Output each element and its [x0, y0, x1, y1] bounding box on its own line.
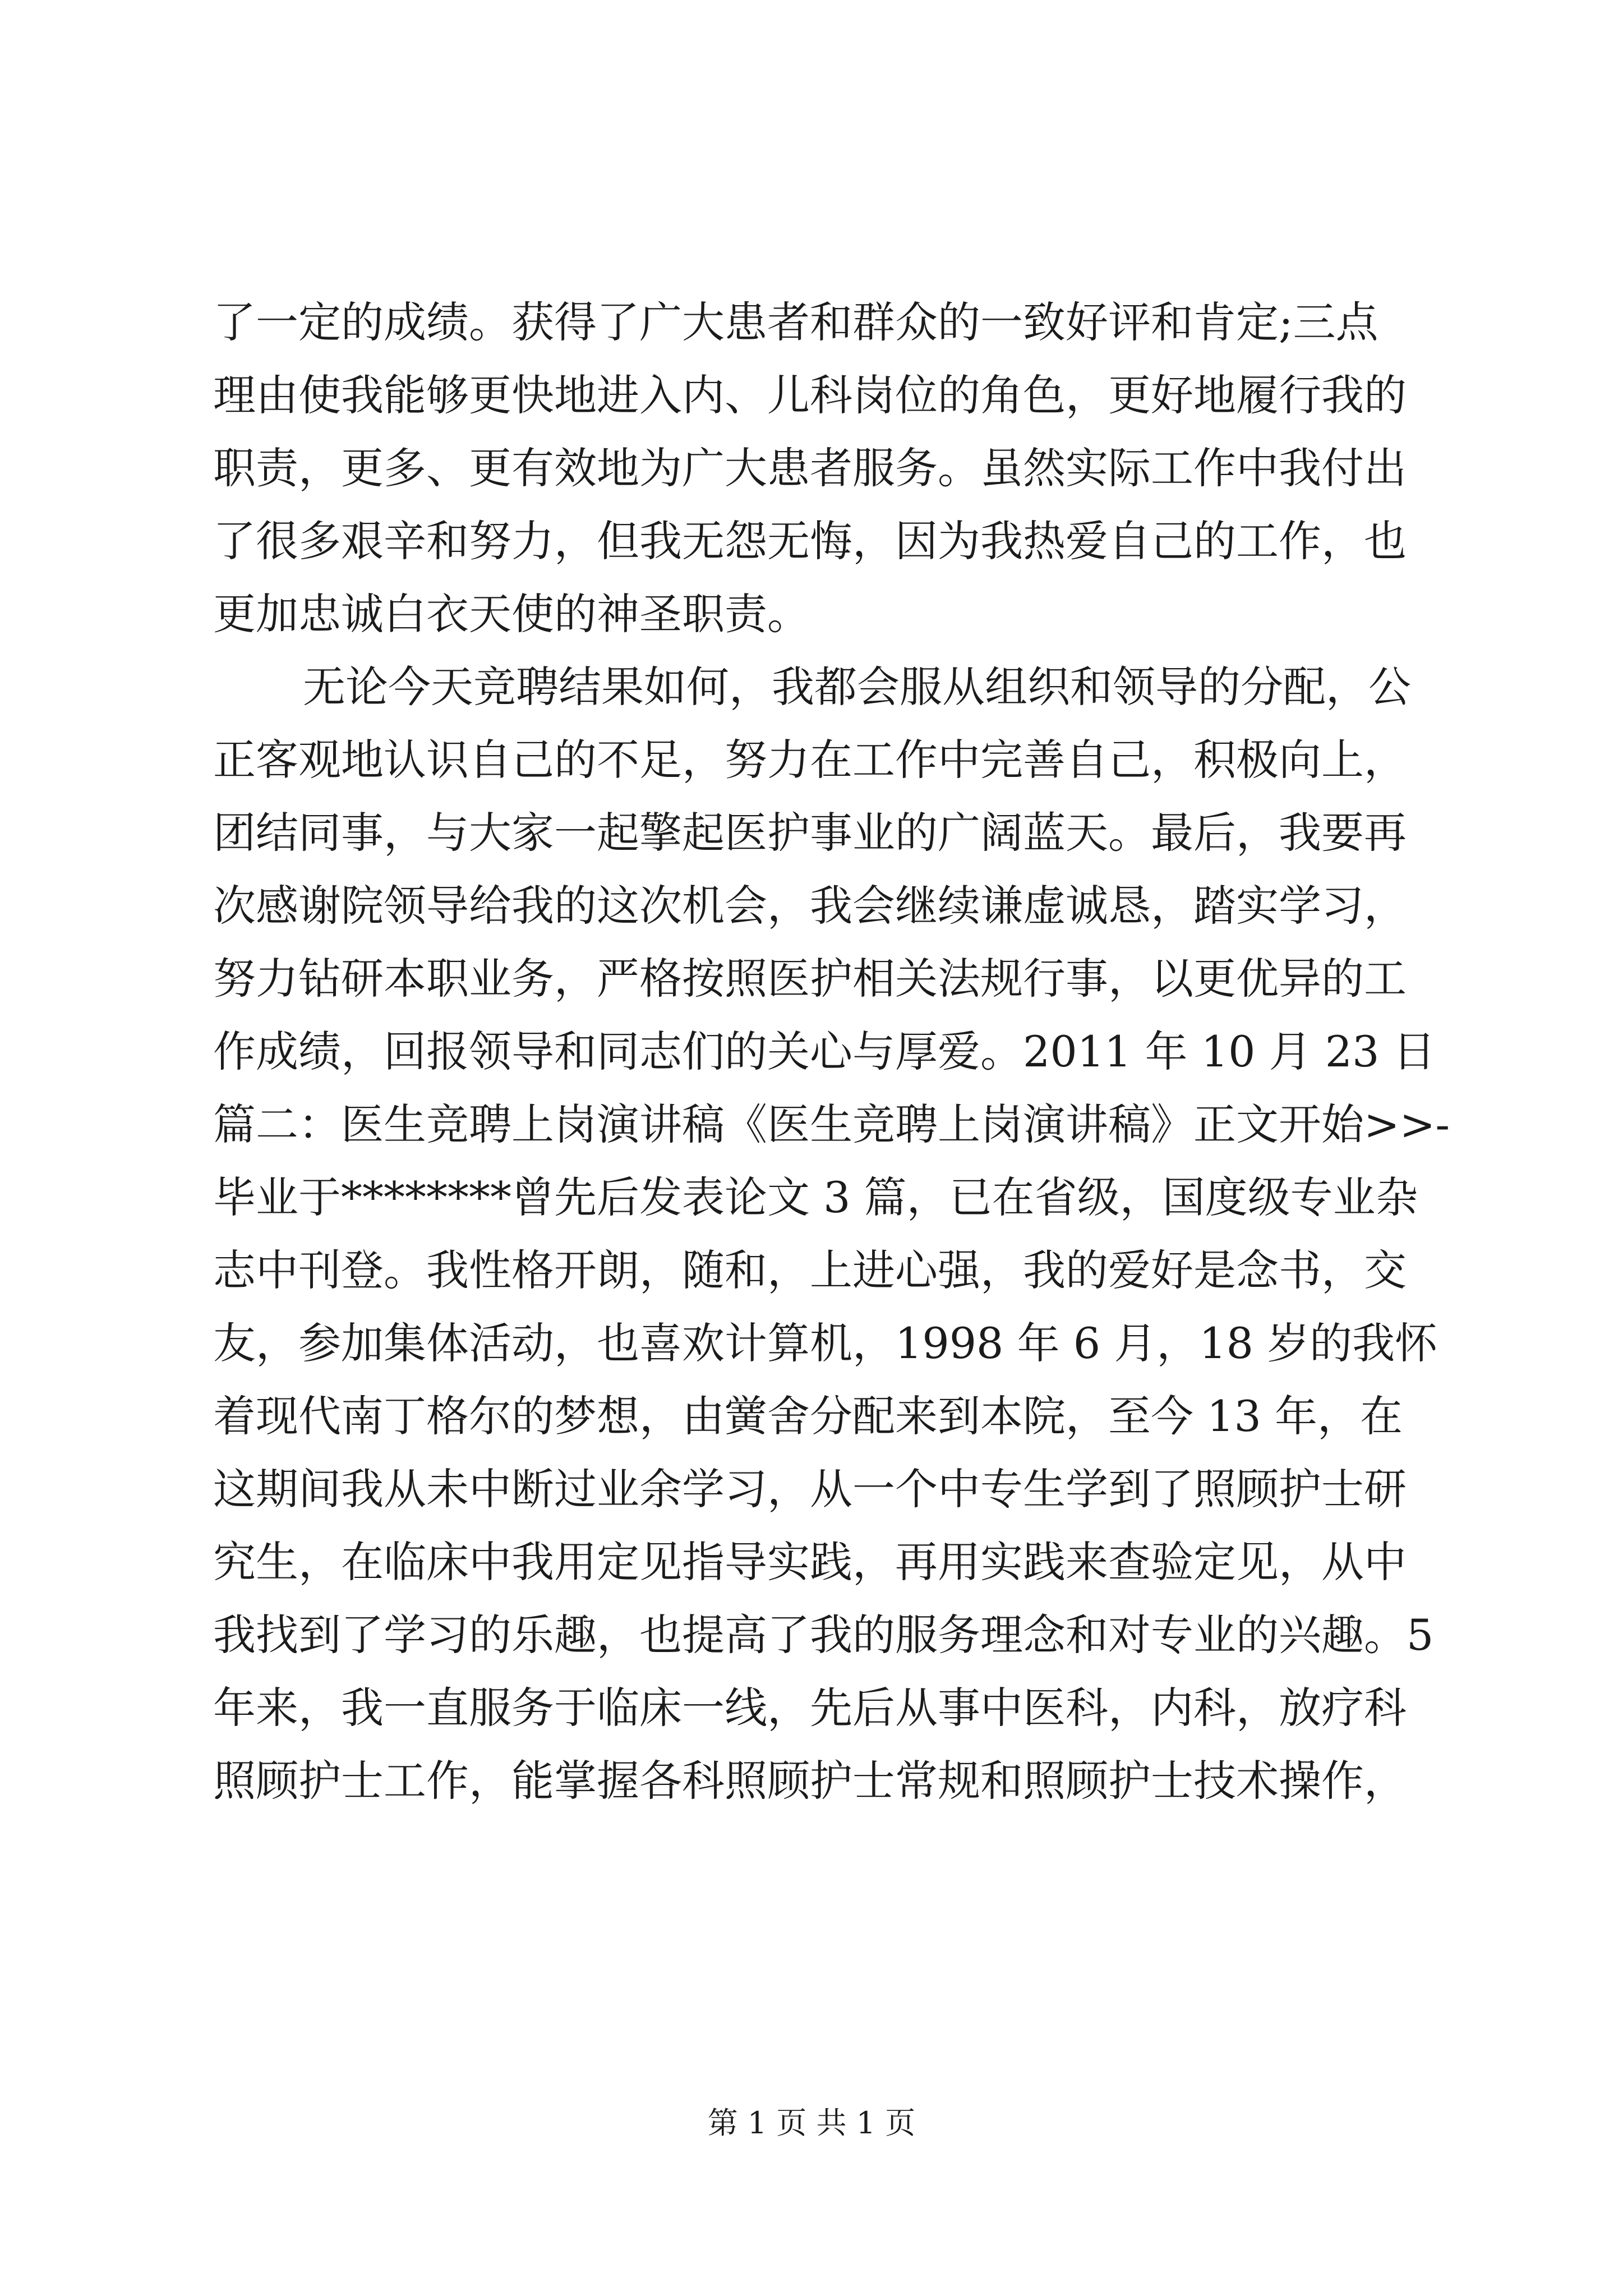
paragraph-first-line: 无论今天竞聘结果如何，我都会服从组织和领导的分配，公 [303, 662, 1411, 712]
text-line: 篇二：医生竞聘上岗演讲稿《医生竞聘上岗演讲稿》正文开始>>- [213, 1099, 1450, 1149]
text-line: 努力钻研本职业务，严格按照医护相关法规行事，以更优异的工 [213, 954, 1407, 1004]
text-line: 团结同事，与大家一起擎起医护事业的广阔蓝天。最后，我要再 [213, 808, 1407, 858]
text-line: 了一定的成绩。获得了广大患者和群众的一致好评和肯定;三点 [213, 297, 1378, 347]
text-line: 究生，在临床中我用定见指导实践，再用实践来查验定见，从中 [213, 1537, 1407, 1587]
text-line: 毕业于********曾先后发表论文 3 篇，已在省级，国度级专业杂 [213, 1172, 1418, 1222]
text-line: 了很多艰辛和努力，但我无怨无悔，因为我热爱自己的工作，也 [213, 516, 1407, 566]
document-body [213, 286, 1450, 1818]
text-line: 年来，我一直服务于临床一线，先后从事中医科，内科，放疗科 [213, 1683, 1407, 1733]
text-line: 职责，更多、更有效地为广大患者服务。虽然实际工作中我付出 [213, 443, 1407, 493]
text-line: 更加忠诚白衣天使的神圣职责。 [213, 589, 810, 639]
text-line: 理由使我能够更快地进入内、儿科岗位的角色，更好地履行我的 [213, 370, 1407, 420]
text-line: 这期间我从未中断过业余学习，从一个中专生学到了照顾护士研 [213, 1464, 1407, 1514]
text-line: 我找到了学习的乐趣，也提高了我的服务理念和对专业的兴趣。5 [213, 1610, 1434, 1660]
text-line: 作成绩，回报领导和同志们的关心与厚爱。2011 年 10 月 23 日 [213, 1027, 1436, 1076]
text-line: 正客观地认识自己的不足，努力在工作中完善自己，积极向上， [213, 735, 1407, 785]
page-footer: 第 1 页 共 1 页 [707, 2105, 916, 2141]
text-line: 照顾护士工作，能掌握各科照顾护士常规和照顾护士技术操作， [213, 1756, 1407, 1806]
text-line: 友，参加集体活动，也喜欢计算机，1998 年 6 月，18 岁的我怀 [213, 1318, 1438, 1368]
text-line: 志中刊登。我性格开朗，随和，上进心强，我的爱好是念书，交 [213, 1245, 1407, 1295]
text-line: 次感谢院领导给我的这次机会，我会继续谦虚诚恳，踏实学习， [213, 881, 1407, 931]
text-line: 着现代南丁格尔的梦想，由黉舍分配来到本院，至今 13 年，在 [213, 1391, 1403, 1441]
